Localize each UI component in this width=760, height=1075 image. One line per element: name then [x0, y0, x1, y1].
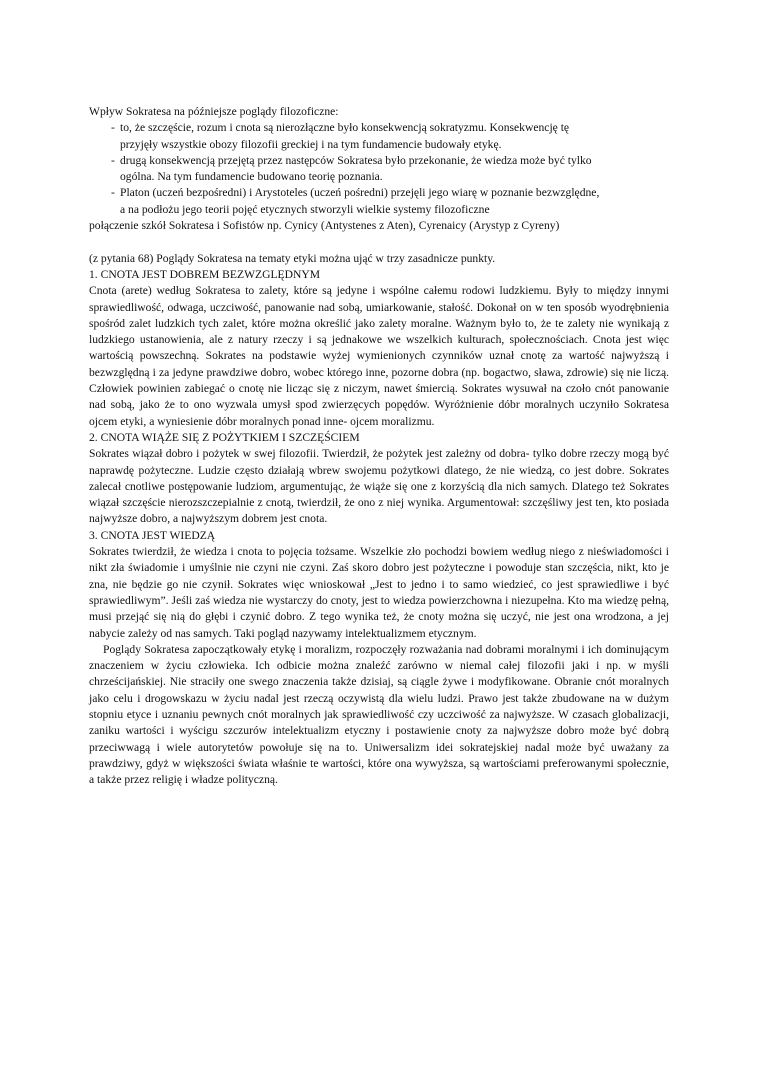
list-item — [89, 185, 669, 218]
section-body: Cnota (arete) według Sokratesa to zalety, które są jedyne i wspólne całemu rodowi ludzkiemu. Były to między innymi sprawiedliwość, odwaga, uczciwość, panowanie nad sobą, umiarkowanie, stałość. Dokonał on w ten sposób wyodrębnienia spośród zalet ludzkich tych zalet, które można określić jako zalety moralne. Ważnym było to, że te zalety nie wynikają z ludzkiego ustanowienia, ale z natury rzeczy i są jednakowe we wszelkich kulturach, społecznościach. Cnota jest więc wartością powszechną. Sokrates na podstawie wyżej wymienionych czynników uznał cnotę za wartość najwyższą i bezwzględną i za jedyne prawdziwe dobro, wobec którego inne, pozorne dobra (np. bogactwo, sława, zdrowie) się nie liczą. Człowiek powinien zabiegać o cnotę nie licząc się z niczym, nawet śmiercią. Sokrates wysuwał na czoło cnót panowanie nad sobą, jako że to ono wyzwala umysł spod zwierzęcych popędów. Wyróżnienie dóbr moralnych uczyniło Sokratesa ojcem etyki, a wyniesienie dóbr moralnych ponad inne- ojcem moralizmu. — [89, 284, 669, 428]
list-item — [89, 153, 669, 186]
section-title: 2. CNOTA WIĄŻE SIĘ Z POŻYTKIEM I SZCZĘŚCIEM — [89, 430, 360, 444]
blank-line — [89, 234, 669, 250]
bullet-line: to, że szczęście, rozum i cnota są nierozłączne było konsekwencją sokratyzmu. Konsekwencję tę — [120, 121, 570, 135]
intro-closing: połączenie szkół Sokratesa i Sofistów np. Cynicy (Antystenes z Aten), Cyrenaicy (Arystyp z Cyreny) — [89, 219, 560, 233]
intro-heading: Wpływ Sokratesa na późniejsze poglądy filozoficzne: — [89, 105, 339, 118]
intro-bullet-list — [89, 120, 669, 218]
bullet-dash: - — [111, 186, 115, 200]
section-intro: (z pytania 68) Poglądy Sokratesa na tematy etyki można ująć w trzy zasadnicze punkty. — [89, 251, 496, 265]
section-body: Sokrates twierdził, że wiedza i cnota to pojęcia tożsame. Wszelkie zło pochodzi bowiem według niego z nieświadomości i nikt zła świadomie i umyślnie nie czyni nie czyni. Zaś skoro dobro jest pożyteczne i powoduje stan szczęścia, nikt, kto je zna, nie będzie go nie czynił. Sokrates więc wnioskował „Jest to jedno i to samo wiedzieć, co jest sprawiedliwe i być sprawiedliwym”. Jeśli zaś wiedza nie wystarczy do cnoty, jest to wiedza powierzchowna i niezupełna. Kto ma wiedzę pełną, musi przejąć się nią do głębi i czynić dobro. Z tego wynika też, że cnoty można się uczyć, nie jest ona wrodzona, a jej nabycie zależy od nas samych. Taki pogląd nazywamy intelektualizmem etycznym. — [89, 545, 669, 640]
bullet-line: a na podłożu jego teorii pojęć etycznych stworzyli wielkie systemy filozoficzne — [120, 202, 490, 216]
bullet-line: przyjęły wszystkie obozy filozofii greckiej i na tym fundamencie budowały etykę. — [120, 137, 502, 151]
bullet-line: Platon (uczeń bezpośredni) i Arystoteles (uczeń pośredni) przejęli jego wiarę w poznanie bezwzględne, — [120, 186, 600, 200]
document-page — [89, 104, 669, 788]
bullet-dash: - — [111, 121, 115, 135]
section-title: 1. CNOTA JEST DOBREM BEZWZGLĘDNYM — [89, 267, 321, 281]
section-body: Sokrates wiązał dobro i pożytek w swej filozofii. Twierdził, że pożytek jest zależny od dobra- tylko dobre rzeczy mogą być naprawdę pożyteczne. Ludzie często działają wbrew swojemu pożytkowi dlatego, że nie wiedzą, co jest dobre. Sokrates zalecał cnotliwe postępowanie ludziom, argumentując, że wiąże się one z korzyścią dla nich samych. Dlatego też Sokrates wiązał szczęście nierozszczepialnie z cnotą, twierdził, że ono z niej wynika. Argumentował: szczęśliwy jest ten, kto posiada najwyższe dobro, a najwyższym dobrem jest cnota. — [89, 447, 669, 526]
bullet-line: ogólna. Na tym fundamencie budowano teorię poznania. — [120, 170, 383, 184]
conclusion-paragraph: Poglądy Sokratesa zapoczątkowały etykę i moralizm, rozpoczęły rozważania nad dobrami moralnymi i ich dominującym znaczeniem w życiu człowieka. Ich odbicie można znaleźć zarówno w niemal całej filozofii jaki i np. w myśli chrześcijańskiej. Nie straciły one swego znaczenia także dzisiaj, są ciągle żywe i modyfikowane. Obranie cnót moralnych jako celu i drogowskazu w życiu nadal jest rzeczą oczywistą dla wielu ludzi. Prawo jest także zbudowane na w dużym stopniu etyce i uznaniu pewnych cnót moralnych jak sprawiedliwość czy uczciwość za najwyższe. W czasach globalizacji, zaniku wartości i wyścigu szczurów intelektualizm etyczny i postawienie cnoty za najwyższe dobro może być dobrą przeciwwagą i wiele autorytetów powołuje się na to. Uniwersalizm idei sokratejskiej nadal może być uważany za prawdziwy, gdyż w większości świata właśnie te wartości, które ona wywyższa, są wartościami preferowanymi społecznie, a także przez religię i władze polityczną. — [89, 642, 669, 787]
bullet-line: drugą konsekwencją przejętą przez następców Sokratesa było przekonanie, że wiedza może być tylko — [120, 153, 592, 167]
bullet-dash: - — [111, 153, 115, 167]
list-item — [89, 120, 669, 153]
section-title: 3. CNOTA JEST WIEDZĄ — [89, 528, 216, 542]
